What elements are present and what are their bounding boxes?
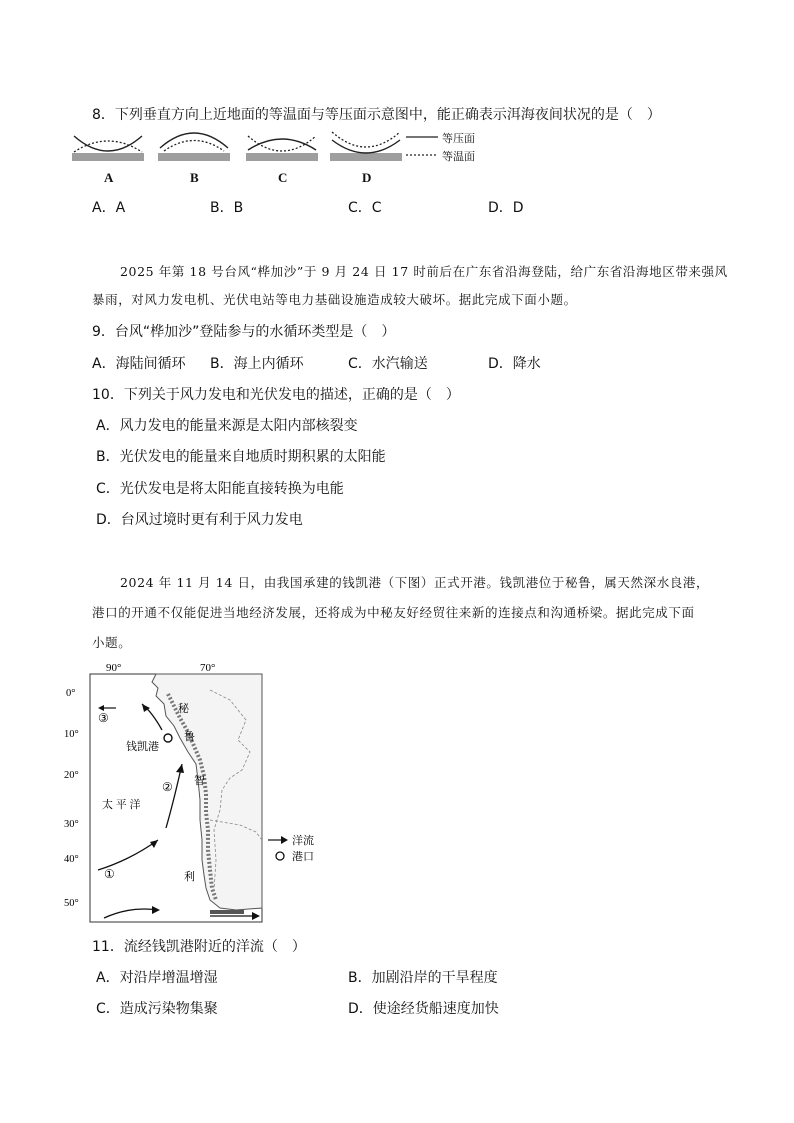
q10-option-b[interactable]: B．光伏发电的能量来自地质时期积累的太阳能 xyxy=(96,449,386,465)
q9-option-c[interactable]: C．水汽输送 xyxy=(348,356,428,372)
qiankai-port-marker xyxy=(164,734,172,742)
port-label: 钱凯港 xyxy=(126,741,159,753)
southern-tip xyxy=(210,910,244,914)
q9-stem: 9．台风“桦加沙”登陆参与的水循环类型是（ ） xyxy=(92,324,396,340)
q11-option-c[interactable]: C．造成污染物集聚 xyxy=(96,1001,218,1017)
lat-label-20: 20° xyxy=(64,770,79,781)
current-label-3: ③ xyxy=(98,711,109,725)
diagram-a xyxy=(72,136,144,161)
q11-option-d[interactable]: D．使途经货船速度加快 xyxy=(348,1001,499,1017)
q8-option-a[interactable]: A．A xyxy=(92,200,126,216)
q8-option-b[interactable]: B．B xyxy=(210,200,244,216)
ocean-label: 太 平 洋 xyxy=(102,799,141,811)
q11-option-b[interactable]: B．加剧沿岸的干旱程度 xyxy=(348,970,498,986)
legend-isobar: 等压面 xyxy=(442,132,475,145)
q10-stem: 10．下列关于风力发电和光伏发电的描述，正确的是（ ） xyxy=(92,387,460,403)
qiankai-port-map xyxy=(60,660,340,928)
diagram-label-b: B xyxy=(190,170,199,185)
q8-option-c[interactable]: C．C xyxy=(348,200,382,216)
diagram-b xyxy=(158,133,230,161)
lat-label-30: 30° xyxy=(64,819,79,830)
legend-isotherm: 等温面 xyxy=(442,150,475,163)
q11-stem: 11．流经钱凯港附近的洋流（ ） xyxy=(92,939,306,955)
q10-option-a[interactable]: A．风力发电的能量来源是太阳内部核裂变 xyxy=(96,418,358,434)
diagram-d xyxy=(330,132,402,161)
lon-label-90: 90° xyxy=(106,662,122,674)
passage1-line2: 暴雨，对风力发电机、光伏电站等电力基础设施造成较大破坏。据此完成下面小题。 xyxy=(92,292,577,307)
lat-label-50: 50° xyxy=(64,898,79,909)
diagram-label-c: C xyxy=(278,170,288,185)
passage2-line3: 小题。 xyxy=(92,635,132,650)
country-char-zhi: 智 xyxy=(194,775,205,787)
lon-label-70: 70° xyxy=(200,662,216,674)
legend-port-label: 港口 xyxy=(292,851,314,863)
current-label-1: ① xyxy=(104,867,115,881)
passage2-line2: 港口的开通不仅能促进当地经济发展，还将成为中秘友好经贸往来新的连接点和沟通桥梁。据此完成下面 xyxy=(92,605,695,620)
q9-option-d[interactable]: D．降水 xyxy=(488,356,541,372)
q9-option-b[interactable]: B．海上内循环 xyxy=(210,356,304,372)
q9-option-a[interactable]: A．海陆间循环 xyxy=(92,356,186,372)
lat-label-0: 0° xyxy=(66,688,76,699)
passage1-line1: 2025 年第 18 号台风“桦加沙”于 9 月 24 日 17 时前后在广东省沿海登陆，给广东省沿海地区带来强风 xyxy=(120,264,728,279)
diagram-label-d: D xyxy=(362,170,372,185)
q8-stem: 8．下列垂直方向上近地面的等温面与等压面示意图中，能正确表示洱海夜间状况的是（ ） xyxy=(92,107,661,123)
legend-port-icon xyxy=(276,852,284,860)
country-char-bi: 秘 xyxy=(178,703,189,715)
q8-option-d[interactable]: D．D xyxy=(488,200,524,216)
q11-option-a[interactable]: A．对沿岸增温增湿 xyxy=(96,970,218,986)
legend-current-label: 洋流 xyxy=(292,835,314,847)
lat-label-40: 40° xyxy=(64,854,79,865)
q10-option-d[interactable]: D．台风过境时更有利于风力发电 xyxy=(96,512,303,528)
lat-label-10: 10° xyxy=(64,729,79,740)
passage2-line1: 2024 年 11 月 14 日，由我国承建的钱凯港（下图）正式开港。钱凯港位于秘鲁，属天然深水良港， xyxy=(120,575,710,590)
q10-option-c[interactable]: C．光伏发电是将太阳能直接转换为电能 xyxy=(96,481,344,497)
diagram-c xyxy=(246,136,318,161)
country-char-li: 利 xyxy=(184,871,195,883)
country-char-lu: 鲁 xyxy=(184,731,195,743)
diagram-label-a: A xyxy=(104,170,114,185)
current-label-2: ② xyxy=(162,780,173,794)
